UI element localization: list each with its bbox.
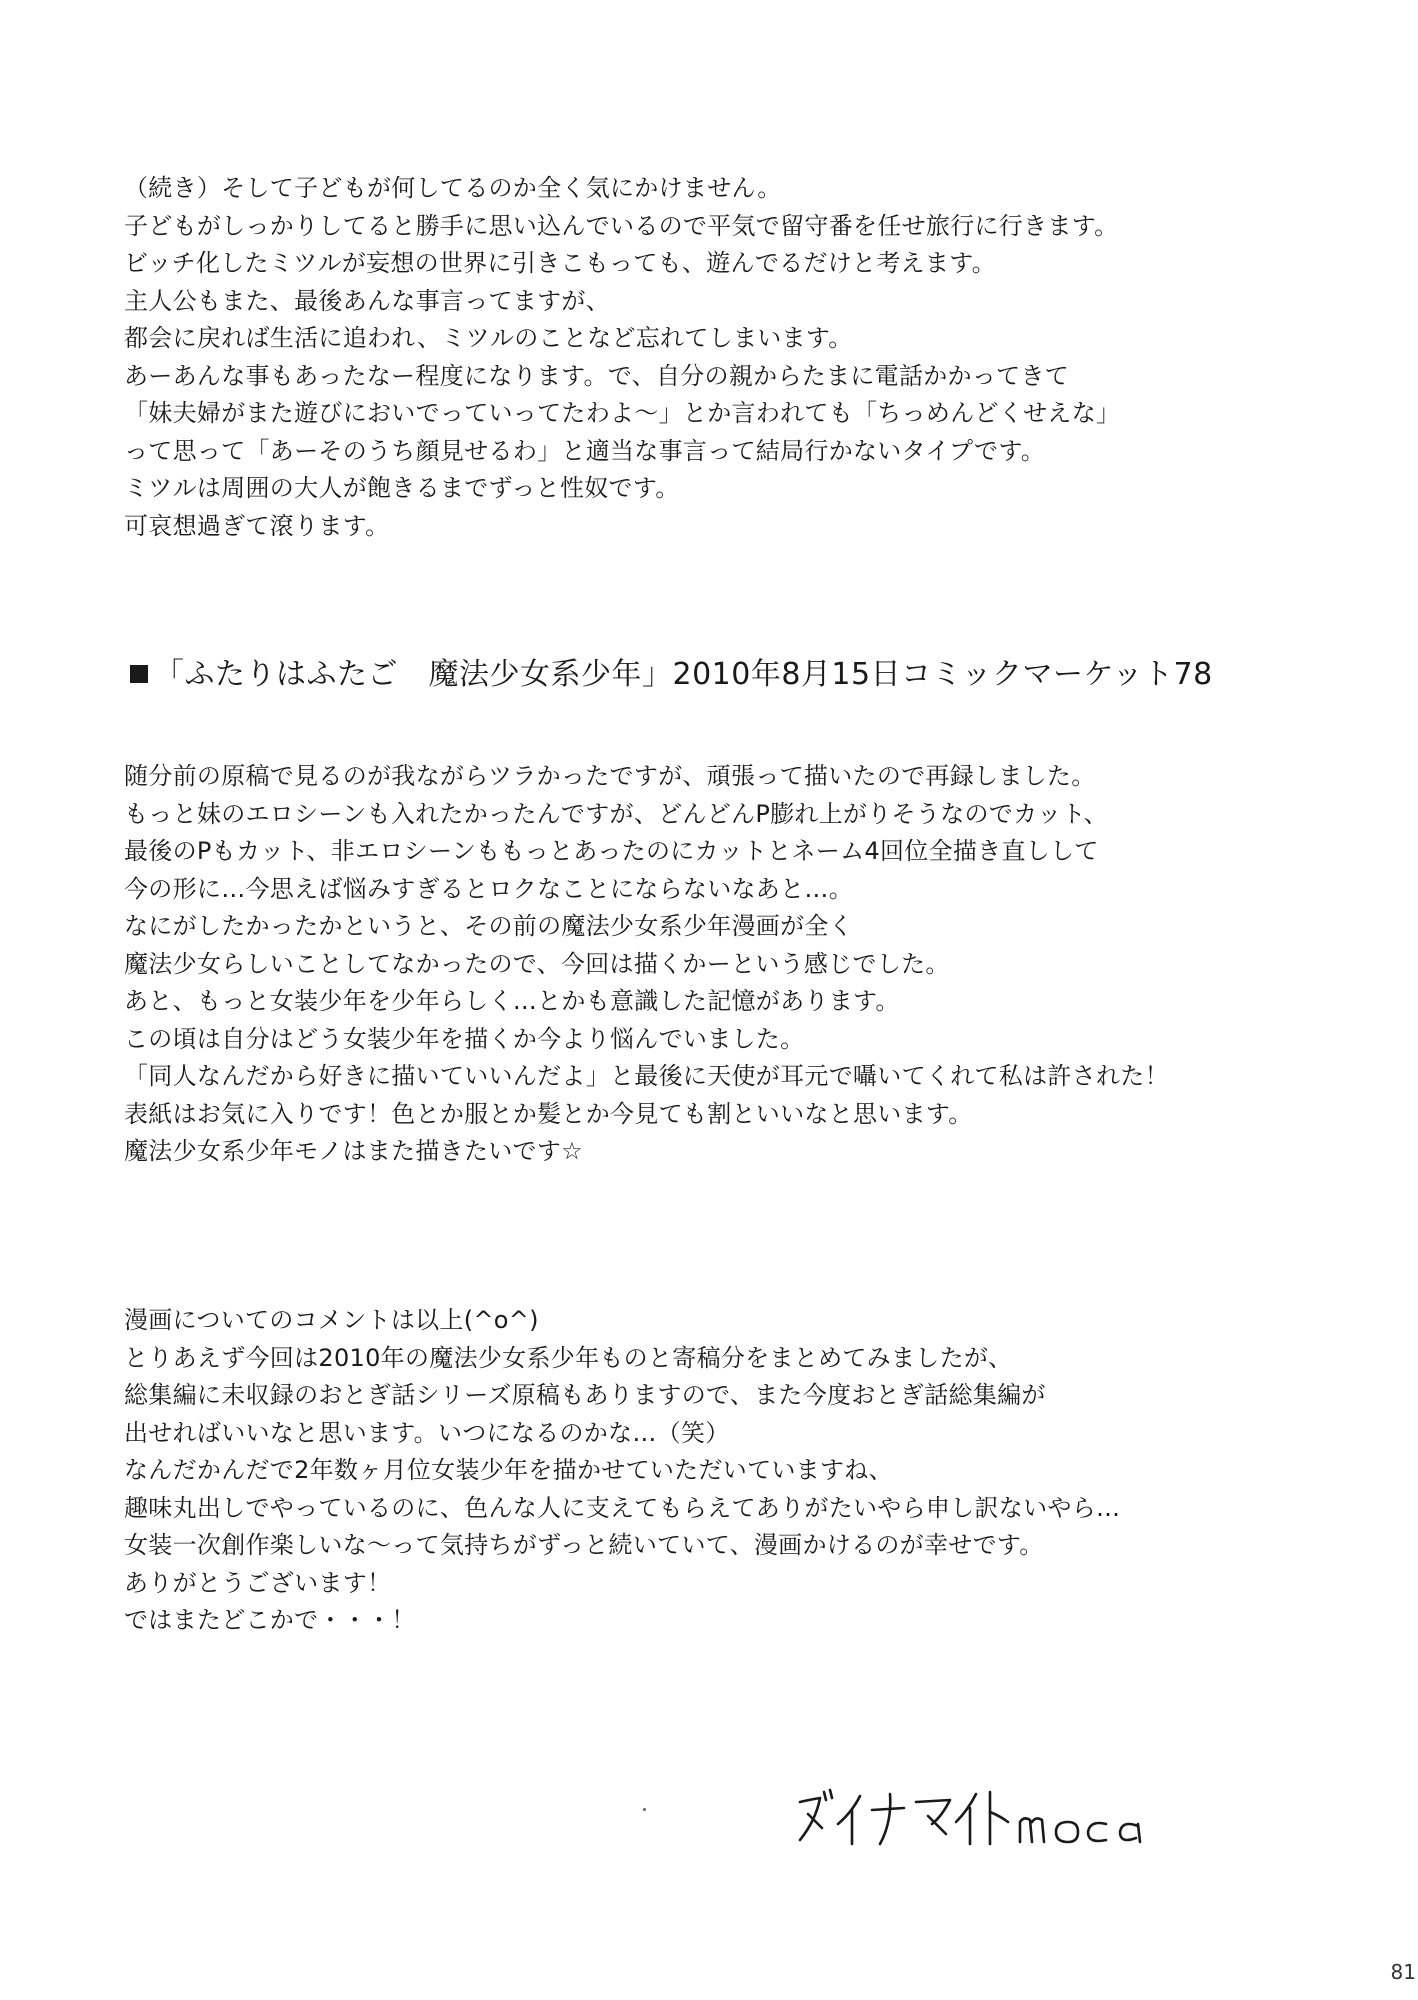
text-line: 魔法少女らしいことしてなかったので、今回は描くかーという感じでした。 <box>124 949 950 978</box>
text-line: 表紙はお気に入りです！色とか服とか髪とか今見ても割といいなと思います。 <box>124 1099 973 1128</box>
square-bullet-icon <box>130 665 148 683</box>
text-line: なんだかんだで2年数ヶ月位女装少年を描かせていただいていますね、 <box>124 1456 893 1484</box>
text-line: 女装一次創作楽しいな～って気持ちがずっと続いていて、漫画かけるのが幸せです。 <box>124 1531 1044 1559</box>
page-number: 81 <box>1390 1960 1416 1984</box>
paragraph-continued-notes <box>124 170 1304 545</box>
section-heading <box>130 655 1213 695</box>
text-line: ありがとうございます！ <box>124 1568 392 1597</box>
stray-dot <box>643 1808 646 1811</box>
text-line: 総集編に未収録のおとぎ話シリーズ原稿もありますので、また今度おとぎ話総集編が <box>124 1381 1046 1409</box>
text-line: 可哀想過ぎて滾ります。 <box>124 511 390 540</box>
text-line: ミツルは周囲の大人が飽きるまでずっと性奴です。 <box>124 474 680 502</box>
text-line: 子どもがしっかりしてると勝手に思い込んでいるので平気で留守番を任せ旅行に行きます。 <box>124 211 1119 240</box>
text-line: なにがしたかったかというと、その前の魔法少女系少年漫画が全く <box>124 912 853 940</box>
text-line: 出せればいいなと思います。いつになるのかな…（笑） <box>124 1418 730 1447</box>
text-line: 主人公もまた、最後あんな事言ってますが、 <box>124 286 610 315</box>
text-line: あーあんな事もあったなー程度になります。で、自分の親からたまに電話かかってきて <box>124 361 1070 390</box>
text-line: 随分前の原稿で見るのが我ながらツラかったですが、頑張って描いたので再録しました。 <box>124 762 1096 790</box>
handwritten-signature <box>786 1782 1166 1857</box>
text-line: 漫画についてのコメントは以上(^o^) <box>124 1306 539 1334</box>
text-line: 都会に戻れば生活に追われ、ミツルのことなど忘れてしまいます。 <box>124 324 853 352</box>
text-line: （続き）そして子どもが何してるのか全く気にかけません。 <box>124 174 782 202</box>
text-line: この頃は自分はどう女装少年を描くか今より悩んでいました。 <box>124 1024 805 1053</box>
text-line: ビッチ化したミツルが妄想の世界に引きこもっても、遊んでるだけと考えます。 <box>124 249 996 277</box>
text-line: もっと妹のエロシーンも入れたかったんですが、どんどんP膨れ上がりそうなのでカット、 <box>124 799 1108 828</box>
section-heading-text: 「ふたりはふたご 魔法少女系少年」2010年8月15日コミックマーケット78 <box>154 657 1213 692</box>
text-line: ではまたどこかで・・・！ <box>124 1606 416 1634</box>
text-line: とりあえず今回は2010年の魔法少女系少年ものと寄稿分をまとめてみましたが、 <box>124 1343 1013 1372</box>
text-line: 趣味丸出しでやっているのに、色んな人に支えてもらえてありがたいやら申し訳ないやら… <box>124 1493 1121 1522</box>
text-line: 魔法少女系少年モノはまた描きたいです☆ <box>124 1137 583 1165</box>
paragraph-work-comments <box>124 758 1304 1171</box>
text-line: 今の形に…今思えば悩みすぎるとロクなことにならないなあと…。 <box>124 874 853 903</box>
text-line: 「妹夫婦がまた遊びにおいでっていってたわよ～」とか言われても「ちっめんどくせえな」 <box>124 399 1121 427</box>
text-line: 「同人なんだから好きに描いていいんだよ」と最後に天使が耳元で囁いてくれて私は許された！ <box>124 1062 1169 1090</box>
text-line: あと、もっと女装少年を少年らしく…とかも意識した記憶があります。 <box>124 987 900 1015</box>
text-line: 最後のPもカット、非エロシーンももっとあったのにカットとネーム4回位全描き直しして <box>124 837 1099 865</box>
paragraph-closing-remarks <box>124 1302 1304 1640</box>
text-line: って思って「あーそのうち顔見せるわ」と適当な事言って結局行かないタイプです。 <box>124 436 1045 465</box>
